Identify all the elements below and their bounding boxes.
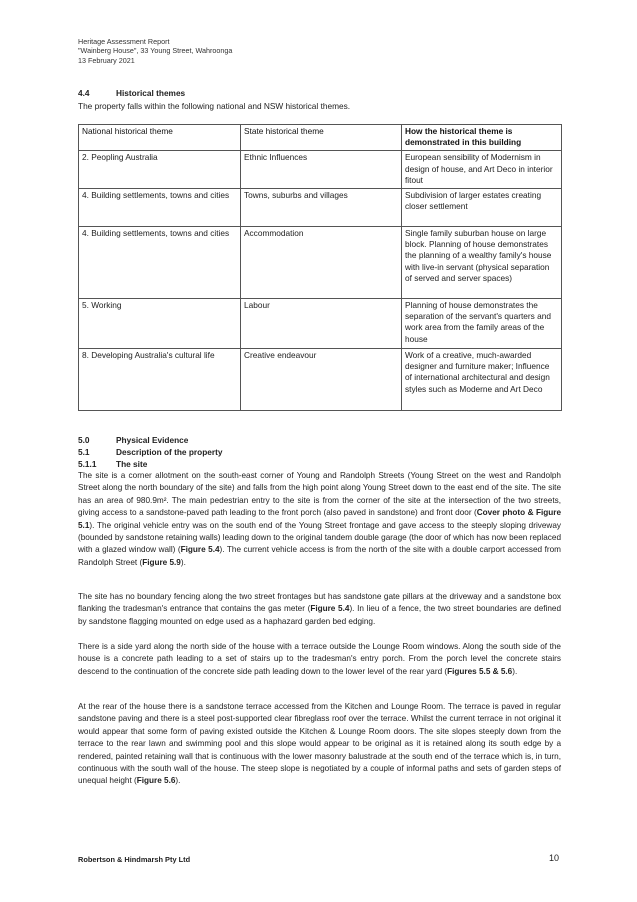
section-heading-5-1-1 <box>78 459 147 469</box>
header-property: "Wainberg House", 33 Young Street, Wahroonga <box>78 46 233 56</box>
section-title: Physical Evidence <box>116 435 189 445</box>
section-number: 5.0 <box>78 435 90 445</box>
cell-national: 4. Building settlements, towns and cities <box>79 189 241 227</box>
cell-state: Creative endeavour <box>241 349 402 411</box>
section-number: 5.1.1 <box>78 459 97 469</box>
table-row <box>79 299 562 349</box>
cell-state: Accommodation <box>241 227 402 299</box>
footer-company: Robertson & Hindmarsh Pty Ltd <box>78 855 191 864</box>
site-paragraph-2: The site has no boundary fencing along the two street frontages but has sandstone gate pillars at the driveway and a sandstone box flanking the tradesman's entrance that contains the gas meter (Figure 5.4). In lieu of a fence, the two street boundaries are defined by sandstone flagging mounted on edge used as a haphazard garden bed edging. <box>78 592 562 626</box>
cell-national: 2. Peopling Australia <box>79 151 241 189</box>
table-row <box>79 349 562 411</box>
site-paragraph-1: The site is a corner allotment on the south-east corner of Young and Randolph Streets (Young Street on the west and Randolph Street along the north boundary of the site) and falls from the high point along Young Street down to the east end of the site. The site has an area of 980.9m². The main pedestrian entry to the site is from the corner of the site at the intersection of the two streets, giving access to a sandstone-paved path leading to the front porch (also paved in sandstone) and front door (Cover photo & Figure 5.1). The original vehicle entry was on the south end of the Young Street frontage and gave access to the steeply sloping driveway (bounded by sandstone retaining walls) leading down to the original tandem double garage (the door of which has now been replaced with a glazed window wall) (Figure 5.4). The current vehicle access is from the north of the site with a double carport accessed from Randolph Street (Figure 5.9). <box>78 471 561 567</box>
section-title: Description of the property <box>116 447 223 457</box>
section-title: Historical themes <box>116 88 186 98</box>
site-paragraph-3: There is a side yard along the north side of the house with a terrace outside the Lounge Room windows. Along the south side of the house is a concrete path leading to a set of stairs up to the tradesman's entry porch. From the porch level the concrete stairs descend to the continuation of the concrete side path leading down to the lower level of the rear yard (Figures 5.5 & 5.6). <box>78 642 561 676</box>
column-header-state: State historical theme <box>241 125 402 151</box>
cell-state: Towns, suburbs and villages <box>241 189 402 227</box>
page-number: 10 <box>548 853 559 863</box>
cell-state: Labour <box>241 299 402 349</box>
header-date: 13 February 2021 <box>78 55 135 65</box>
figure-reference: Figure 5.4 <box>180 545 220 555</box>
column-header-national: National historical theme <box>79 125 241 151</box>
cell-how: Subdivision of larger estates creating closer settlement <box>402 189 562 227</box>
cell-national: 5. Working <box>79 299 241 349</box>
cell-how: European sensibility of Modernism in design of house, and Art Deco in interior fitout <box>402 151 562 189</box>
site-paragraph-4: At the rear of the house there is a sandstone terrace accessed from the Kitchen and Lounge Room. The terrace is paved in regular sandstone paving and there is a steel post-supported clear fibreglass roof over the terrace. Whilst the current terrace in not original it would appear that some form of paving existed outside the Kitchen & Lounge Room doors. The site slopes steeply down from the terrace to the rear lawn and swimming pool and this slope would appear to be original as it is retained along its south edge by a rendered, painted retaining wall that is continuous with the lower masonry balustrade at the south end of the terrace which is, in turn, continuous with the south wall of the house. The steep slope is negotiated by a couple of informal paths and sets of garden steps of unequal height (Figure 5.6). <box>78 702 561 786</box>
figure-reference: Figure 5.9 <box>142 557 181 567</box>
figure-reference: Cover photo & Figure 5.1 <box>78 508 561 530</box>
table-header-row <box>79 125 562 151</box>
section-heading-5-0 <box>78 435 188 445</box>
section-heading-5-1 <box>78 447 223 457</box>
table-row <box>79 227 562 299</box>
section-intro: The property falls within the following national and NSW historical themes. <box>78 101 351 111</box>
section-heading-4-4 <box>78 88 185 98</box>
section-number: 5.1 <box>78 447 90 457</box>
figure-reference: Figure 5.6 <box>136 776 176 786</box>
section-number: 4.4 <box>78 88 90 98</box>
column-header-how: How the historical theme is demonstrated in this building <box>402 125 562 151</box>
running-header <box>78 37 232 65</box>
figure-reference: Figure 5.4 <box>310 604 350 614</box>
cell-state: Ethnic Influences <box>241 151 402 189</box>
figure-reference: Figures 5.5 & 5.6 <box>447 666 513 676</box>
table-row <box>79 189 562 227</box>
cell-national: 4. Building settlements, towns and cities <box>79 227 241 299</box>
cell-how: Work of a creative, much-awarded designer and furniture maker; Influence of international architectural and design styles such as Moderne and Art Deco <box>402 349 562 411</box>
table-row <box>79 151 562 189</box>
cell-how: Planning of house demonstrates the separation of the servant's quarters and work area from the family areas of the house <box>402 299 562 349</box>
cell-national: 8. Developing Australia's cultural life <box>79 349 241 411</box>
cell-how: Single family suburban house on large block. Planning of house demonstrates the planning of a wealthy family's house with live-in servant (physical separation of served and server spaces) <box>402 227 562 299</box>
section-title: The site <box>116 459 148 469</box>
header-report-title: Heritage Assessment Report <box>78 37 170 46</box>
historical-themes-table <box>78 124 562 411</box>
